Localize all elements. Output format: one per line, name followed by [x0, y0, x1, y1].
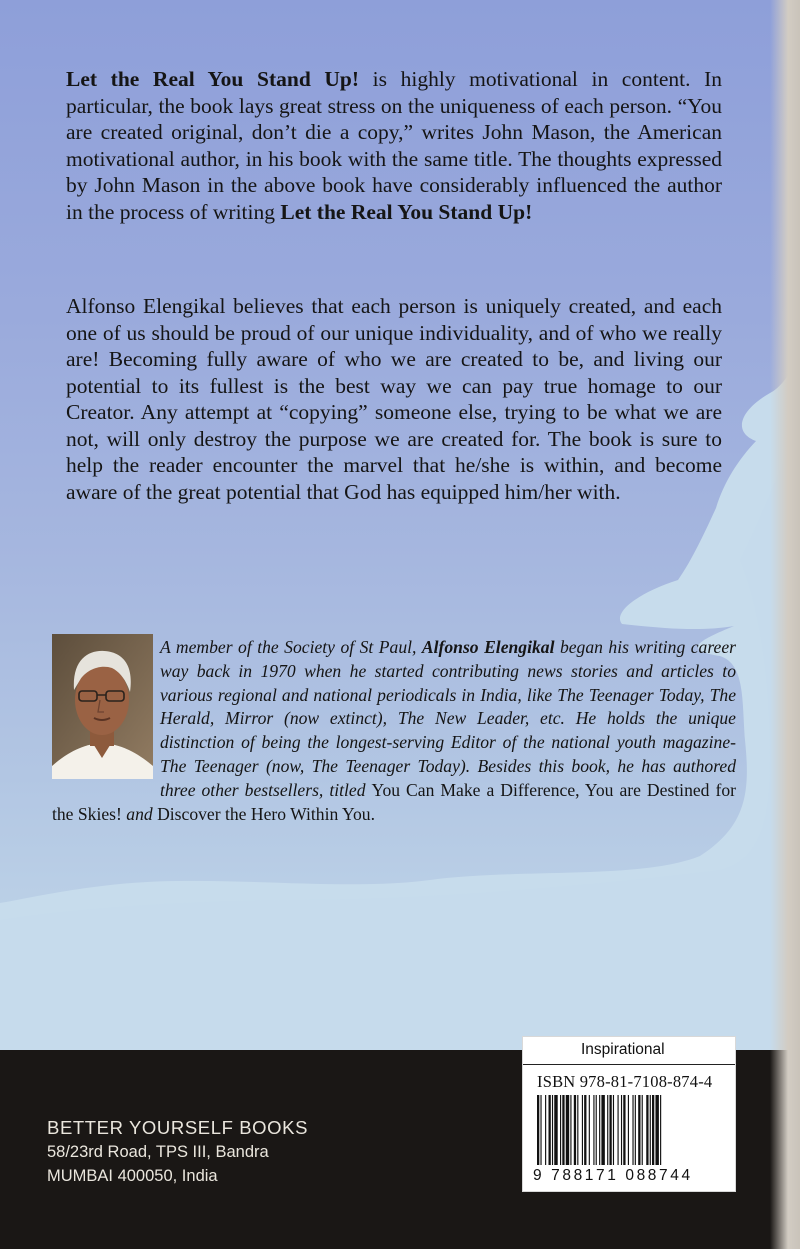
author-bio — [52, 636, 736, 826]
category-label: Inspirational — [581, 1041, 665, 1058]
publisher-address-line-2: MUMBAI 400050, India — [47, 1167, 218, 1185]
isbn-box — [522, 1036, 736, 1192]
blurb-paragraph-1 — [66, 66, 722, 225]
barcode-number: 9 788171 088744 — [533, 1167, 693, 1184]
book-title-bold: Let the Real You Stand Up! — [280, 199, 533, 224]
blurb-text: is highly motivational in content. In particular, the book lays great stress on the uniqueness of each person. “You are created original, don’t die a copy,” writes John Mason, the American motivational author, in his book with the same title. The thoughts expressed by John Mason in the above book have considerably influenced the author in the process of writing — [66, 67, 722, 224]
isbn-number: ISBN 978-81-7108-874-4 — [537, 1072, 713, 1091]
barcode-icon — [537, 1095, 723, 1165]
page-edge — [770, 0, 800, 1249]
bio-text: and — [121, 803, 158, 824]
bio-text: A member of the Society of St Paul, — [160, 637, 422, 657]
divider — [523, 1064, 735, 1065]
blurb-paragraph-2: Alfonso Elengikal believes that each person is uniquely created, and each one of us should be proud of our unique individuality, and of who we really are! Becoming fully aware of who we are created to be, and living our potential to its fullest is the best way we can pay true homage to our Creator. Any attempt at “copying” someone else, trying to be what we are not, will only destroy the purpose we are created for. The book is sure to help the reader encounter the marvel that he/she is within, and become aware of the great potential that God has equipped him/her with. — [66, 294, 722, 504]
book-title-bold: Let the Real You Stand Up! — [66, 67, 360, 91]
bio-text: began his writing career way back in 1970 when he started contributing news stories and articles to various regional and national periodicals in India, like The Teenager Today, The Herald, Mirror (now extinct), The New Leader, etc. He holds the unique distinction of being the longest-serving Editor of the national youth magazine-The Teenager (now, The Teenager Today). Besides this book, he has authored three other bestsellers, titled — [160, 637, 737, 800]
publisher-name: BETTER YOURSELF BOOKS — [47, 1117, 309, 1138]
author-name: Alfonso Elengikal — [421, 637, 555, 657]
publisher-block — [47, 1116, 308, 1188]
bio-book-title: Discover the Hero Within You. — [157, 803, 375, 824]
bio-book-titles: You Can Make a Difference, You are Destined for the Skies! — [52, 779, 736, 824]
publisher-address-line-1: 58/23rd Road, TPS III, Bandra — [47, 1143, 269, 1161]
